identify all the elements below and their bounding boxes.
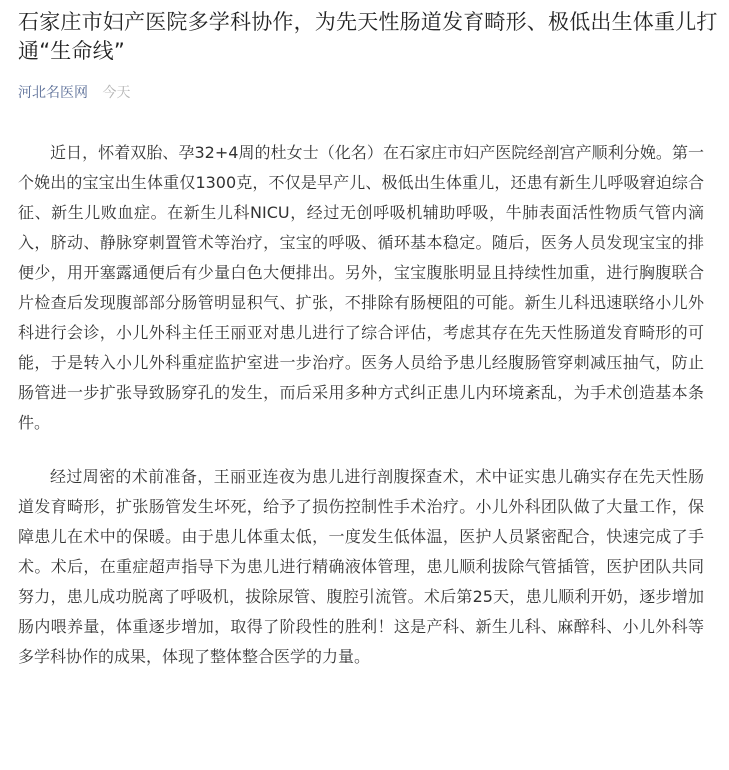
article-meta	[18, 83, 130, 103]
article-body	[18, 138, 704, 672]
article-title: 石家庄市妇产医院多学科协作，为先天性肠道发育畸形、极低出生体重儿打通“生命线”	[18, 10, 718, 63]
article-paragraph: 近日，怀着双胎、孕32+4周的杜女士（化名）在石家庄市妇产医院经剖宫产顺利分娩。第一个娩出的宝宝出生体重仅1300克，不仅是早产儿、极低出生体重儿，还患有新生儿呼吸窘迫综合征、新生儿败血症。在新生儿科NICU，经过无创呼吸机辅助呼吸，牛肺表面活性物质气管内滴入，脐动、静脉穿刺置管术等治疗，宝宝的呼吸、循环基本稳定。随后，医务人员发现宝宝的排便少，用开塞露通便后有少量白色大便排出。另外，宝宝腹胀明显且持续性加重，进行胸腹联合片检查后发现腹部部分肠管明显积气、扩张，不排除有肠梗阻的可能。新生儿科迅速联络小儿外科进行会诊，小儿外科主任王丽亚对患儿进行了综合评估，考虑其存在先天性肠道发育畸形的可能，于是转入小儿外科重症监护室进一步治疗。医务人员给予患儿经腹肠管穿刺减压抽气，防止肠管进一步扩张导致肠穿孔的发生，而后采用多种方式纠正患儿内环境紊乱，为手术创造基本条件。	[18, 143, 704, 432]
article-publish-time: 今天	[102, 85, 131, 101]
article-source-link[interactable]: 河北名医网	[18, 85, 88, 101]
article-paragraph: 经过周密的术前准备，王丽亚连夜为患儿进行剖腹探查术，术中证实患儿确实存在先天性肠道发育畸形，扩张肠管发生坏死，给予了损伤控制性手术治疗。小儿外科团队做了大量工作，保障患儿在术中的保暖。由于患儿体重太低，一度发生低体温，医护人员紧密配合，快速完成了手术。术后，在重症超声指导下为患儿进行精确液体管理，患儿顺利拔除气管插管，医护团队共同努力，患儿成功脱离了呼吸机，拔除尿管、腹腔引流管。术后第25天，患儿顺利开奶，逐步增加肠内喂养量，体重逐步增加，取得了阶段性的胜利！这是产科、新生儿科、麻醉科、小儿外科等多学科协作的成果，体现了整体整合医学的力量。	[18, 467, 704, 666]
